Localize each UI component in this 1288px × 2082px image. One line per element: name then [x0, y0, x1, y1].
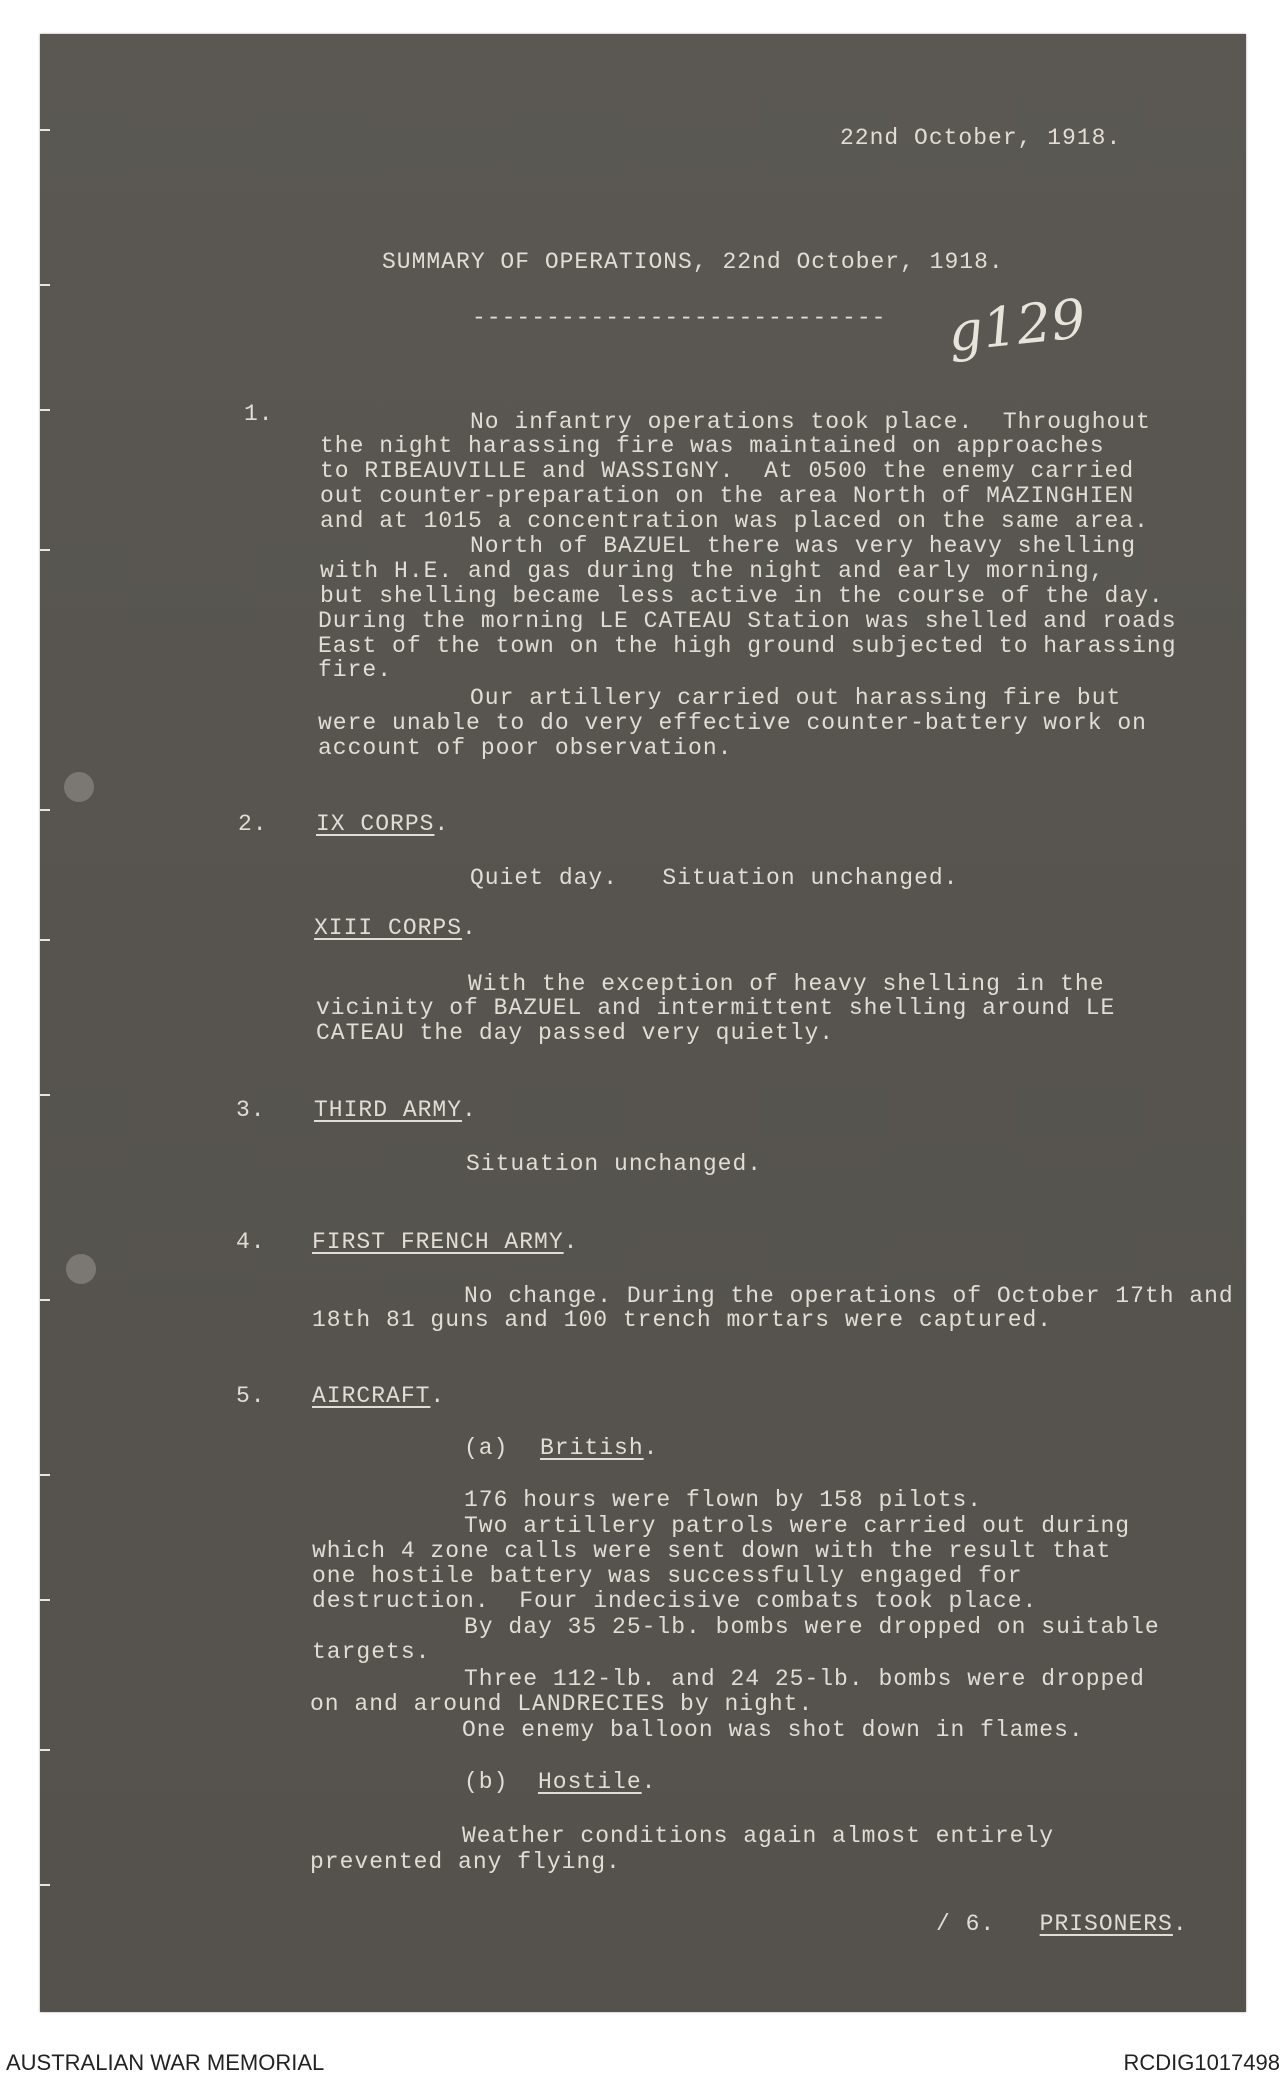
edge-mark [40, 809, 50, 811]
edge-mark [40, 1599, 50, 1601]
section-4-number: 4. [236, 1229, 266, 1255]
edge-mark [40, 1474, 50, 1476]
document-date: 22nd October, 1918. [840, 125, 1122, 151]
title-rule: ---------------------------- [472, 305, 887, 331]
paragraph-line: No infantry operations took place. Throughout [470, 409, 1151, 435]
edge-mark [40, 284, 50, 286]
document-title: SUMMARY OF OPERATIONS, 22nd October, 1918. [382, 249, 1004, 275]
section-4-heading: FIRST FRENCH ARMY. [312, 1229, 579, 1255]
section-2-subheading: XIII CORPS. [314, 915, 477, 941]
heading-text: British [540, 1435, 644, 1461]
heading-text: FIRST FRENCH ARMY [312, 1229, 564, 1255]
paragraph-line: destruction. Four indecisive combats took place. [312, 1588, 1038, 1614]
edge-mark [40, 129, 50, 131]
section-2-text: Quiet day. Situation unchanged. [470, 865, 959, 891]
heading-text: THIRD ARMY [314, 1097, 463, 1123]
edge-mark [40, 1299, 50, 1301]
paragraph-line: one hostile battery was successfully engaged for [312, 1563, 1023, 1589]
section-3-number: 3. [236, 1097, 266, 1123]
paragraph-line: vicinity of BAZUEL and intermittent shelling around LE [316, 995, 1116, 1021]
paragraph-line: Three 112-lb. and 24 25-lb. bombs were dropped [464, 1666, 1145, 1692]
paragraph-line: With the exception of heavy shelling in the [468, 971, 1105, 997]
paragraph-line: account of poor observation. [318, 735, 733, 761]
paragraph-line: By day 35 25-lb. bombs were dropped on suitable [464, 1614, 1160, 1640]
section-2-heading: IX CORPS. [316, 811, 450, 837]
edge-mark [40, 939, 50, 941]
paragraph-line: Our artillery carried out harassing fire but [470, 685, 1122, 711]
paragraph-line: prevented any flying. [310, 1849, 621, 1875]
paragraph-line: which 4 zone calls were sent down with the result that [312, 1538, 1112, 1564]
continuation-label: PRISONERS [1039, 1911, 1173, 1937]
paragraph-line: were unable to do very effective counter-battery work on [318, 710, 1147, 736]
section-2-number: 2. [238, 811, 268, 837]
subsection-b-heading: Hostile. [538, 1769, 657, 1795]
section-5-number: 5. [236, 1383, 266, 1409]
paragraph-line: East of the town on the high ground subjected to harassing [318, 633, 1177, 659]
paragraph-line: fire. [318, 657, 393, 683]
section-5-heading: AIRCRAFT. [312, 1383, 446, 1409]
paragraph-line: out counter-preparation on the area North of MAZINGHIEN [320, 483, 1135, 509]
paragraph-line: During the morning LE CATEAU Station was shelled and roads [318, 608, 1177, 634]
paragraph-line: and at 1015 a concentration was placed on the same area. [320, 508, 1149, 534]
section-1-number: 1. [244, 401, 274, 427]
subsection-b-label: (b) [464, 1769, 509, 1795]
paragraph-line: the night harassing fire was maintained on approaches [320, 433, 1105, 459]
paragraph-line: No change. During the operations of October 17th and [464, 1283, 1234, 1309]
edge-mark [40, 1884, 50, 1886]
edge-mark [40, 1749, 50, 1751]
continuation-prefix: / 6. [936, 1911, 996, 1937]
paragraph-line: CATEAU the day passed very quietly. [316, 1020, 835, 1046]
paragraph-line: 18th 81 guns and 100 trench mortars were captured. [312, 1307, 1053, 1333]
heading-text: IX CORPS [316, 811, 435, 837]
edge-mark [40, 409, 50, 411]
punch-hole-top [64, 772, 94, 802]
subsection-a-heading: British. [540, 1435, 659, 1461]
edge-mark [40, 1094, 50, 1096]
paragraph-line: 176 hours were flown by 158 pilots. [464, 1487, 983, 1513]
paragraph-line: Two artillery patrols were carried out during [464, 1513, 1131, 1539]
paragraph-line: on and around LANDRECIES by night. [310, 1691, 814, 1717]
section-3-heading: THIRD ARMY. [314, 1097, 477, 1123]
paragraph-line: but shelling became less active in the course of the day. [320, 583, 1164, 609]
paragraph-line: to RIBEAUVILLE and WASSIGNY. At 0500 the enemy carried [320, 458, 1135, 484]
paragraph-line: North of BAZUEL there was very heavy shelling [470, 533, 1137, 559]
heading-text: Hostile [538, 1769, 642, 1795]
paragraph-line: One enemy balloon was shot down in flames. [462, 1717, 1084, 1743]
paragraph-line: Weather conditions again almost entirely [462, 1823, 1055, 1849]
section-3-text: Situation unchanged. [466, 1151, 763, 1177]
subsection-a-label: (a) [464, 1435, 509, 1461]
footer-id: RCDIG1017498 [1123, 2050, 1280, 2075]
edge-mark [40, 549, 50, 551]
paragraph-line: with H.E. and gas during the night and early morning, [320, 558, 1105, 584]
heading-text: AIRCRAFT [312, 1383, 431, 1409]
punch-hole-bottom [66, 1254, 96, 1284]
footer-source: AUSTRALIAN WAR MEMORIAL [6, 2050, 325, 2075]
continuation-note: / 6. PRISONERS. [936, 1911, 1188, 1937]
handwritten-mark: g129 [945, 286, 1089, 365]
paragraph-line: targets. [312, 1639, 431, 1665]
heading-text: XIII CORPS [314, 915, 463, 941]
